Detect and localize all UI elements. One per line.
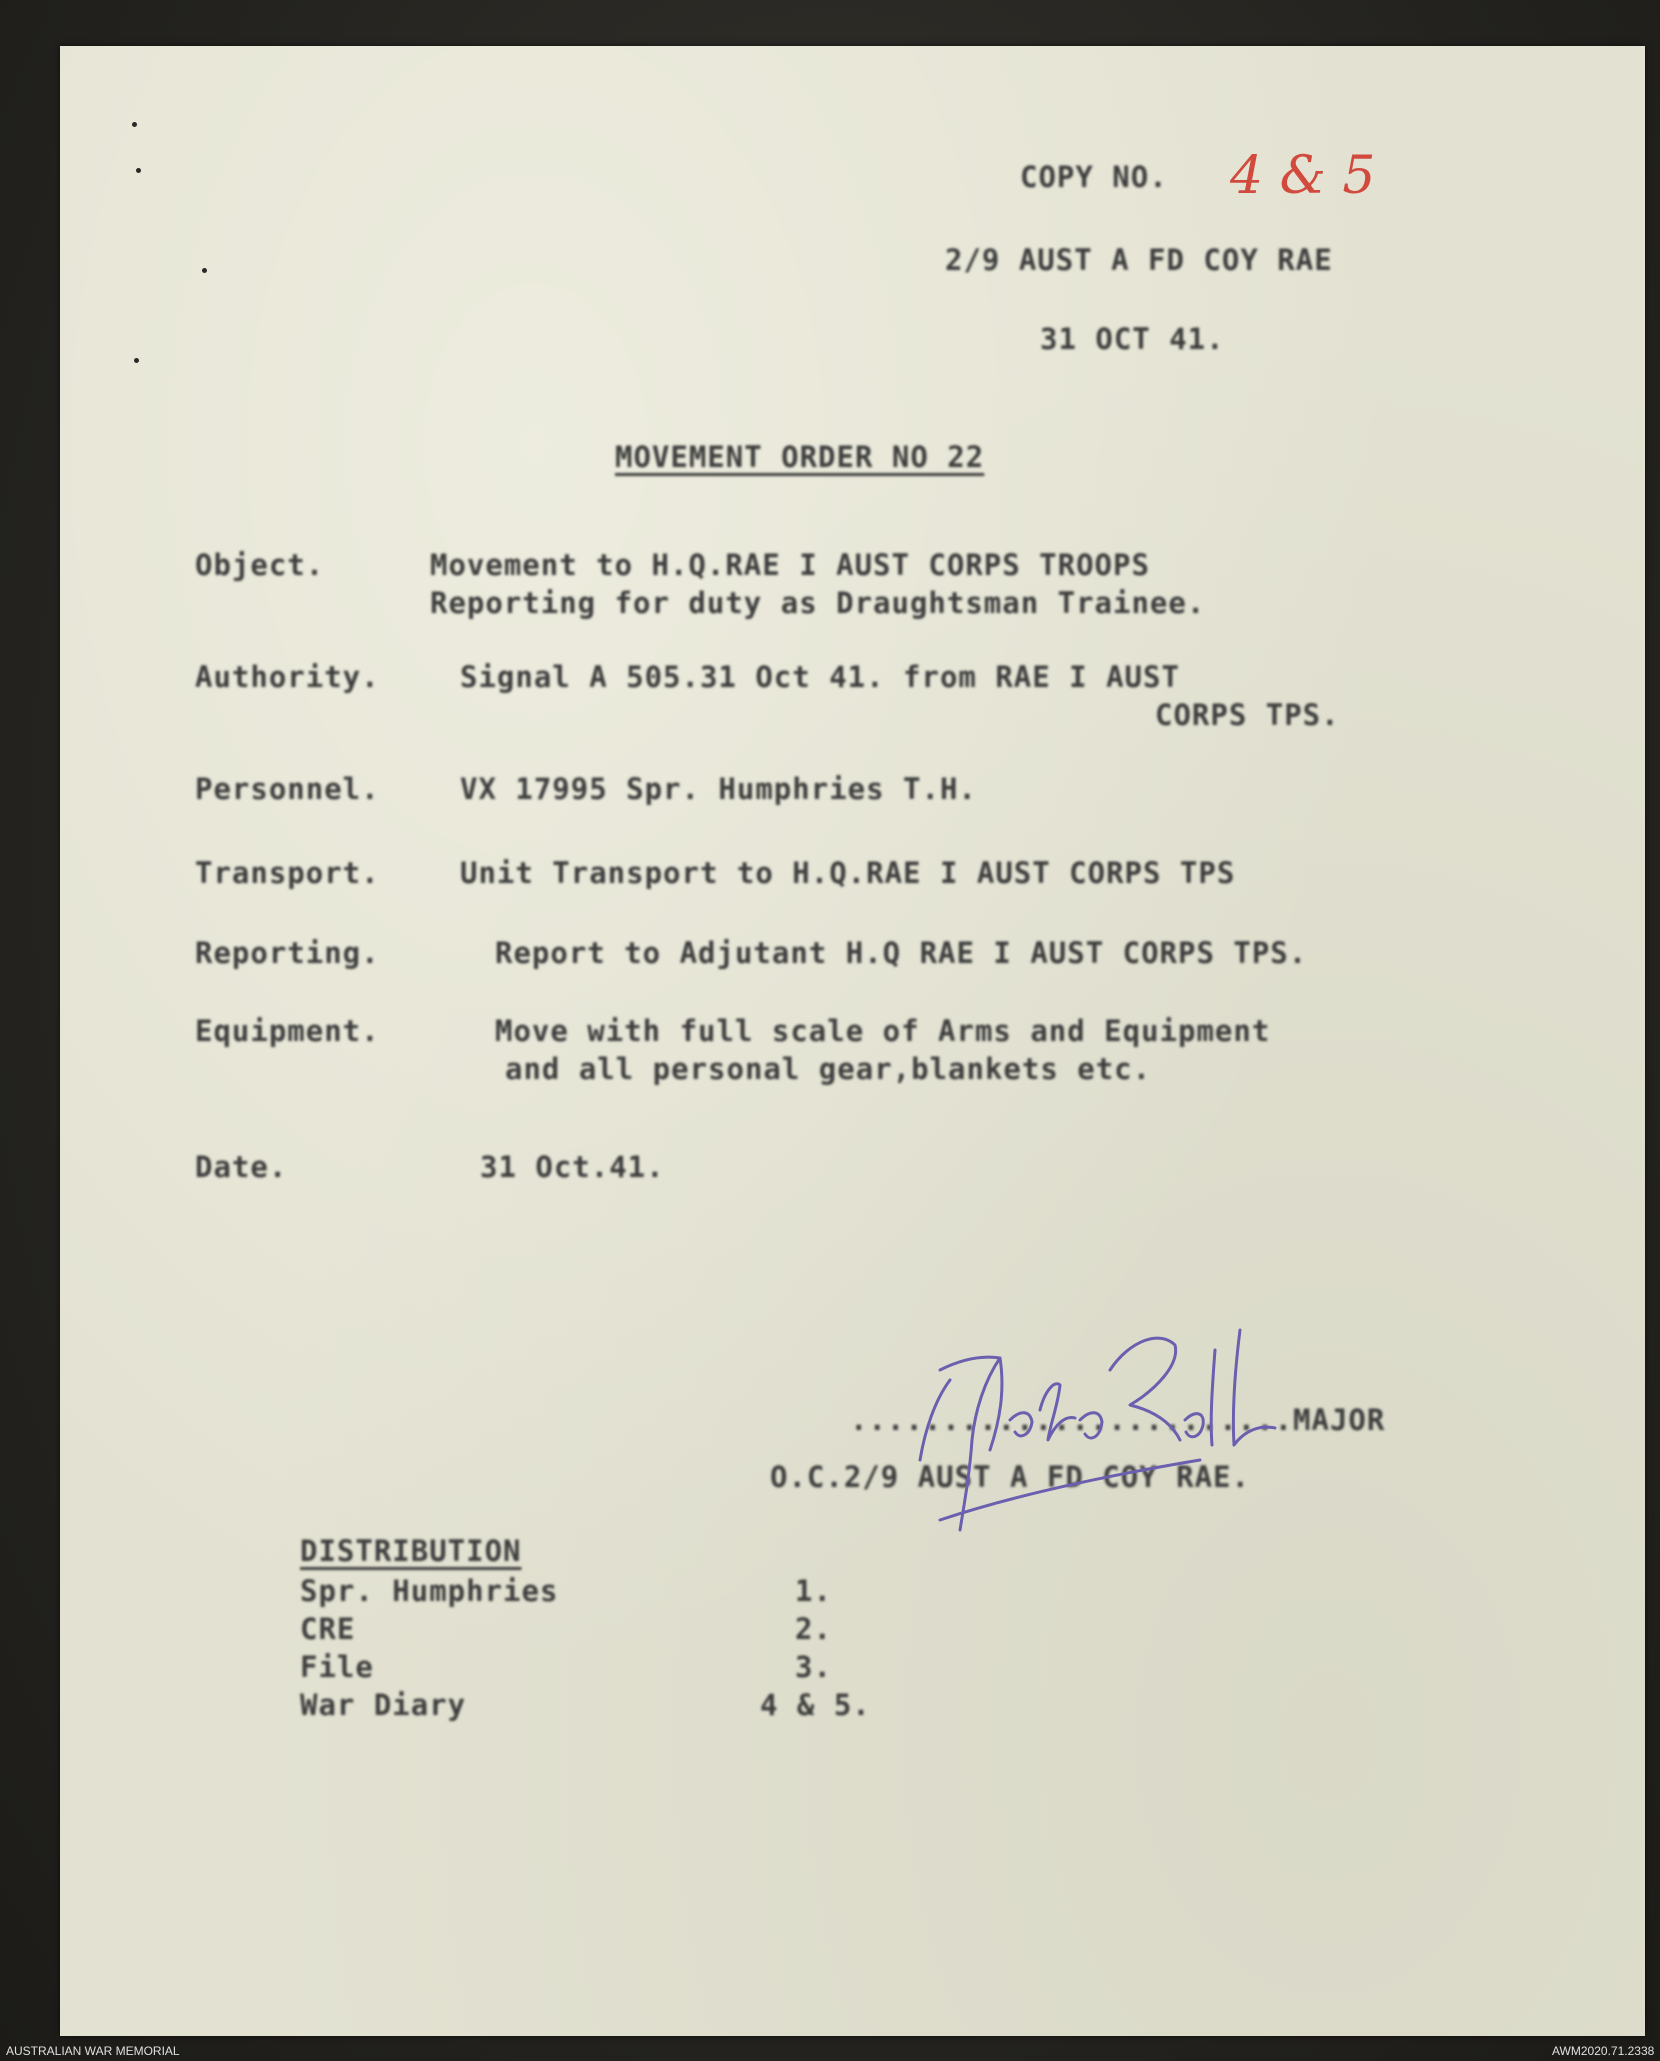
signature-title: O.C.2/9 AUST A FD COY RAE. xyxy=(770,1460,1250,1494)
transport-label: Transport. xyxy=(195,856,380,890)
signature-rank-line: ........................MAJOR xyxy=(850,1403,1386,1437)
date-value: 31 Oct.41. xyxy=(480,1150,665,1184)
personnel-value: VX 17995 Spr. Humphries T.H. xyxy=(460,772,977,806)
date-label: Date. xyxy=(195,1150,288,1184)
distribution-copy: 1. xyxy=(795,1574,832,1608)
copy-number-handwritten: 4 & 5 xyxy=(1230,146,1376,206)
document-page xyxy=(60,46,1645,2036)
copy-number-label: COPY NO. xyxy=(1020,160,1168,194)
distribution-copy: 2. xyxy=(795,1612,832,1646)
authority-label: Authority. xyxy=(195,660,380,694)
personnel-label: Personnel. xyxy=(195,772,380,806)
distribution-recipient: Spr. Humphries xyxy=(300,1574,559,1608)
distribution-copy: 4 & 5. xyxy=(760,1688,871,1722)
distribution-copy: 3. xyxy=(795,1650,832,1684)
distribution-recipient: File xyxy=(300,1650,374,1684)
handwritten-signature xyxy=(880,1310,1300,1550)
footer-institution: AUSTRALIAN WAR MEMORIAL xyxy=(6,2044,180,2058)
transport-value: Unit Transport to H.Q.RAE I AUST CORPS TPS xyxy=(460,856,1236,890)
punch-hole-mark xyxy=(132,122,137,127)
authority-line-1: Signal A 505.31 Oct 41. from RAE I AUST xyxy=(460,660,1180,694)
punch-hole-mark xyxy=(136,168,141,173)
reporting-label: Reporting. xyxy=(195,936,380,970)
punch-hole-mark xyxy=(134,358,139,363)
punch-hole-mark xyxy=(202,268,207,273)
authority-line-2: CORPS TPS. xyxy=(1155,698,1340,732)
object-line-2: Reporting for duty as Draughtsman Trainee. xyxy=(430,586,1206,620)
object-line-1: Movement to H.Q.RAE I AUST CORPS TROOPS xyxy=(430,548,1150,582)
distribution-recipient: War Diary xyxy=(300,1688,467,1722)
distribution-recipient: CRE xyxy=(300,1612,356,1646)
footer-accession-number: AWM2020.71.2338 xyxy=(1552,2044,1655,2058)
header-date: 31 OCT 41. xyxy=(1040,322,1225,356)
equipment-line-2: and all personal gear,blankets etc. xyxy=(505,1052,1152,1086)
equipment-label: Equipment. xyxy=(195,1014,380,1048)
unit-name: 2/9 AUST A FD COY RAE xyxy=(945,243,1333,277)
page-title: MOVEMENT ORDER NO 22 xyxy=(615,440,985,474)
distribution-heading: DISTRIBUTION xyxy=(300,1534,522,1568)
equipment-line-1: Move with full scale of Arms and Equipment xyxy=(495,1014,1271,1048)
object-label: Object. xyxy=(195,548,325,582)
reporting-value: Report to Adjutant H.Q RAE I AUST CORPS TPS. xyxy=(495,936,1308,970)
